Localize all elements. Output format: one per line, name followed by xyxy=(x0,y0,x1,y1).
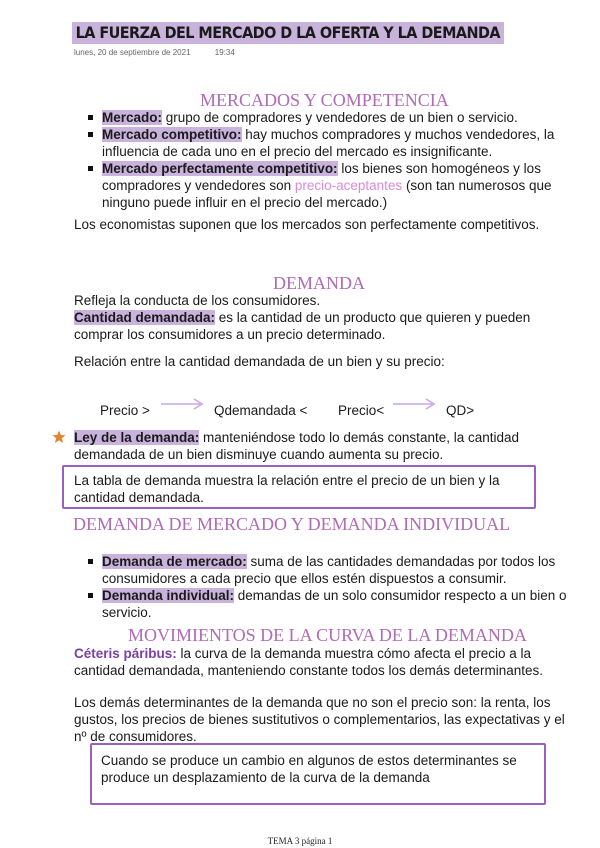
page-footer: TEMA 3 página 1 xyxy=(267,836,333,846)
def-cantidad-demandada: es la cantidad de un producto que quieren y pueden comprar los consumidores a un precio determinado. xyxy=(74,310,531,342)
list-item xyxy=(88,126,568,160)
def-demanda-individual: demandas de un solo consumidor respecto a un bien o servicio. xyxy=(102,588,567,620)
page-meta xyxy=(74,48,257,57)
term-mercado: Mercado: xyxy=(102,110,163,125)
term-demanda-mercado: Demanda de mercado: xyxy=(102,554,247,569)
def-mercado-perfecto-b: (son tan numerosos que ninguno puede influir en el precio del mercado.) xyxy=(102,178,552,210)
paragraph-economistas: Los economistas suponen que los mercados son perfectamente competitivos. xyxy=(74,217,540,232)
callout-tabla-text: La tabla de demanda muestra la relación entre el precio de un bien y la cantidad demandada. xyxy=(74,473,500,505)
list-item xyxy=(88,109,568,126)
heading-demanda-mercado: DEMANDA DE MERCADO Y DEMANDA INDIVIDUAL xyxy=(73,514,511,534)
heading-demanda: DEMANDA xyxy=(273,273,365,293)
def-mercado-competitivo: hay muchos compradores y muchos vendedores, la influencia de cada uno en el precio del mercado es insignificante. xyxy=(102,127,555,159)
paragraph-determinantes: Los demás determinantes de la demanda que no son el precio son: la renta, los gustos, los precios de bienes sustitutivos o complementarios, las expectativas y el nº de consumidores. xyxy=(74,695,565,744)
formula-qd-up: QD> xyxy=(446,403,475,418)
callout-tabla-demanda xyxy=(62,465,536,509)
list-item xyxy=(88,553,578,587)
arrow-right-icon xyxy=(160,398,206,410)
def-ceteris-paribus: la curva de la demanda muestra cómo afecta el precio a la cantidad demandada, manteniendo constante todos los demás determinantes. xyxy=(74,646,544,678)
star-icon xyxy=(52,430,66,444)
term-mercado-competitivo: Mercado competitivo: xyxy=(102,127,242,142)
list-mercados xyxy=(88,109,568,211)
term-demanda-individual: Demanda individual: xyxy=(102,588,235,603)
term-mercado-perfecto: Mercado perfectamente competitivo: xyxy=(102,161,338,176)
page-time: 19:34 xyxy=(214,48,235,57)
callout-desplazamiento xyxy=(90,743,546,805)
paragraph-relacion: Relación entre la cantidad demandada de un bien y su precio: xyxy=(74,354,445,369)
paragraph-conducta: Refleja la conducta de los consumidores. xyxy=(74,293,321,308)
def-demanda-mercado: suma de las cantidades demandadas por todos los consumidores a cada precio que ellos estén dispuestos a consumir. xyxy=(102,554,556,586)
paragraph-ley-demanda xyxy=(74,429,554,463)
heading-movimientos: MOVIMIENTOS DE LA CURVA DE LA DEMANDA xyxy=(128,625,527,645)
formula-precio-up: Precio > xyxy=(100,403,150,418)
page-date: lunes, 20 de septiembre de 2021 xyxy=(74,48,191,57)
def-ley-demanda: manteniéndose todo lo demás constante, la cantidad demandada de un bien disminuye cuando aumenta su precio. xyxy=(74,430,520,462)
list-demanda xyxy=(88,553,578,621)
heading-mercados: MERCADOS Y COMPETENCIA xyxy=(200,90,449,110)
term-cantidad-demandada: Cantidad demandada: xyxy=(74,310,216,325)
arrow-right-icon xyxy=(392,398,438,410)
precio-aceptantes: precio-aceptantes xyxy=(294,178,403,193)
paragraph-cantidad-demandada xyxy=(74,309,564,343)
formula-qd-down: Qdemandada < xyxy=(214,403,308,418)
page-title: LA FUERZA DEL MERCADO D LA OFERTA Y LA DEMANDA xyxy=(72,22,504,44)
list-item xyxy=(88,587,578,621)
term-ceteris-paribus: Céteris páribus: xyxy=(74,646,177,661)
callout-desplazamiento-text: Cuando se produce un cambio en algunos de estos determinantes se produce un desplazamiento de la curva de la demanda xyxy=(101,753,517,785)
term-ley-demanda: Ley de la demanda: xyxy=(74,430,200,445)
def-mercado-perfecto-a: los bienes son homogéneos y los compradores y vendedores son xyxy=(102,161,541,193)
formula-precio-down: Precio< xyxy=(338,403,385,418)
list-item xyxy=(88,160,568,211)
def-mercado: grupo de compradores y vendedores de un bien o servicio. xyxy=(162,110,518,125)
paragraph-ceteris xyxy=(74,645,564,679)
